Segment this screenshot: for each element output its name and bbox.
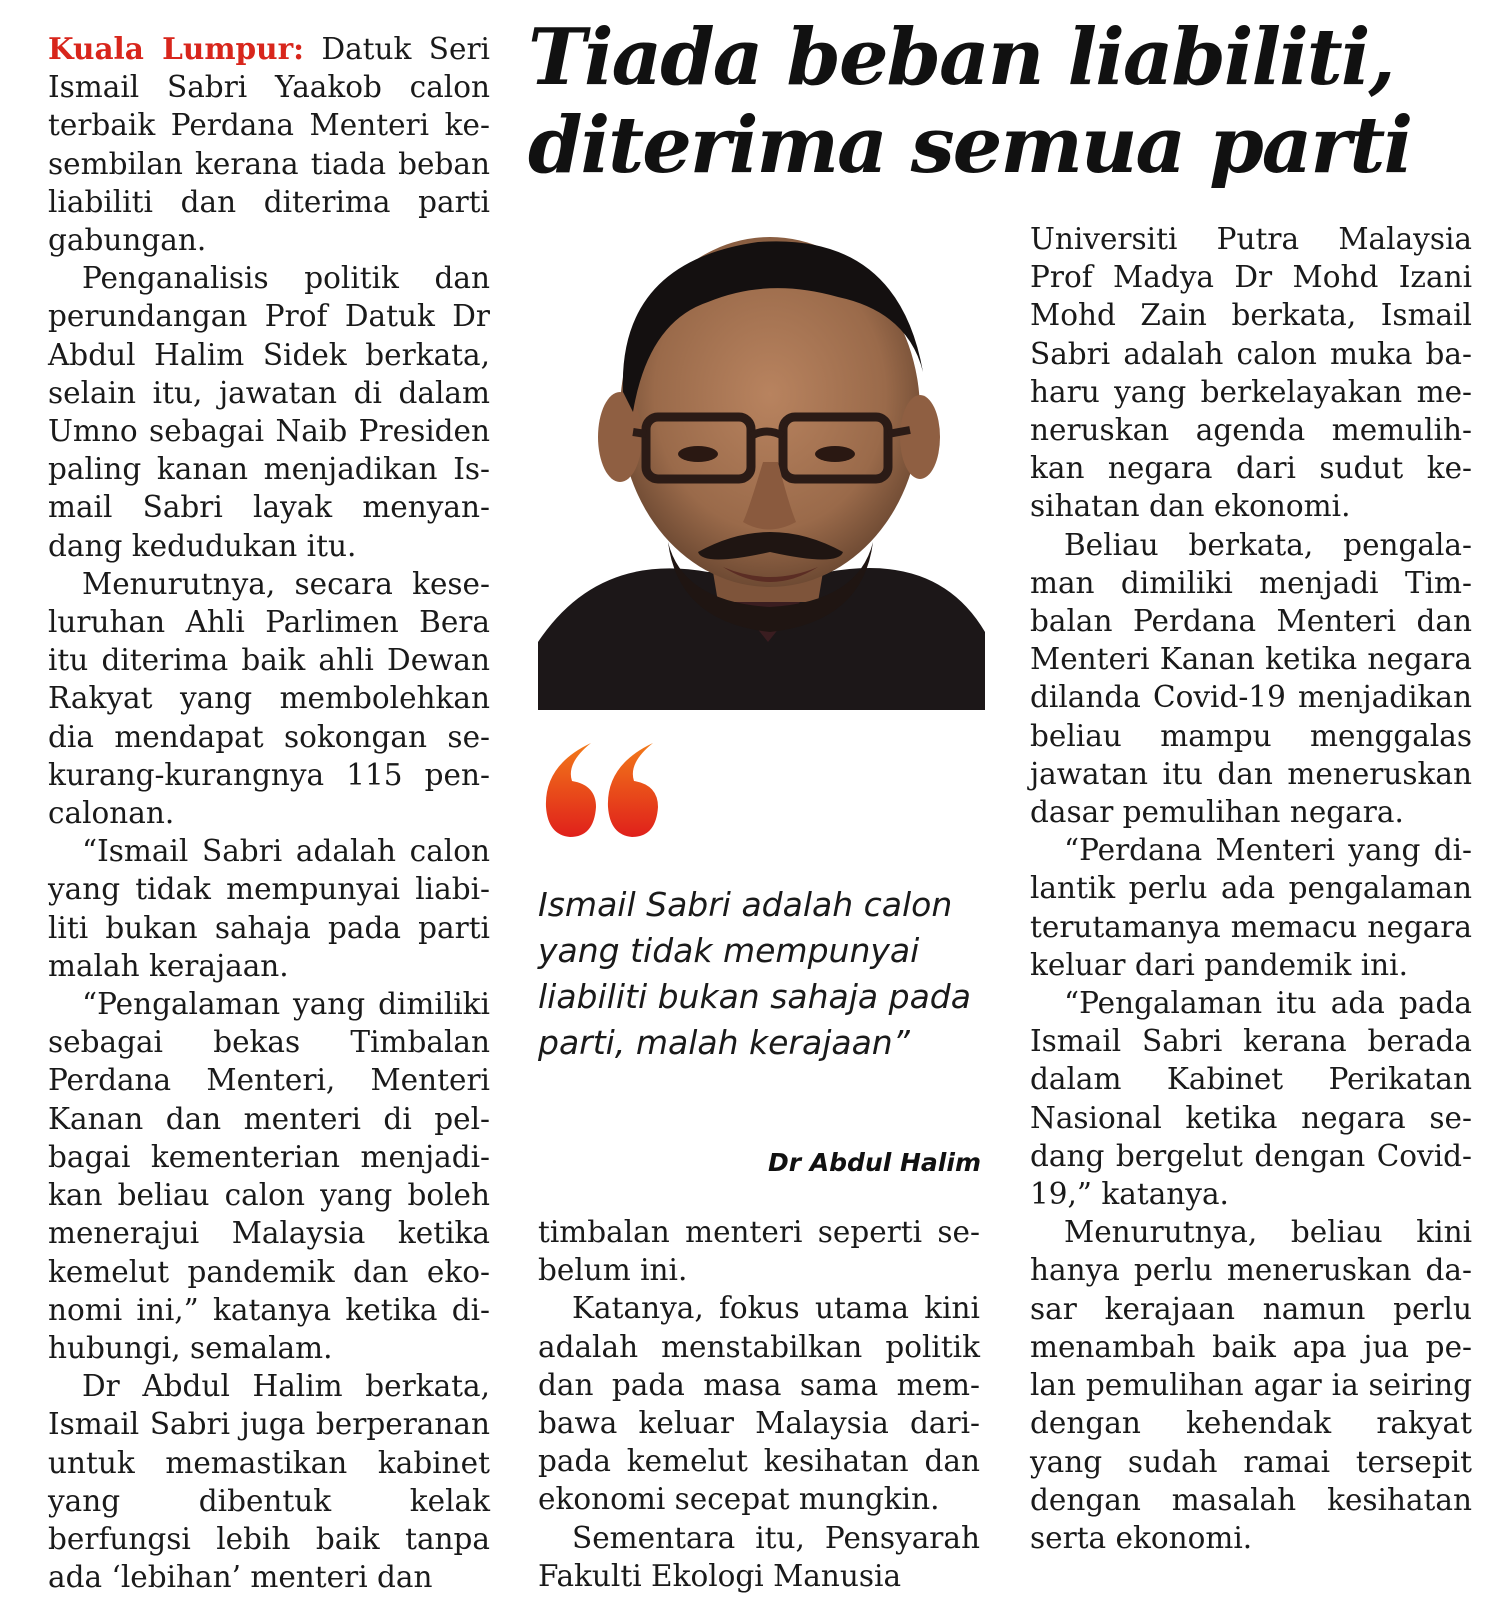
paragraph-text: Datuk Seri Ismail Sabri Yaakob calon terbaik Perdana Menteri kesembilan kerana tiada beban liabiliti dan diterima parti gabungan. (48, 32, 490, 258)
headline-line-2: diterima semua parti (528, 100, 1412, 191)
quote-mark-icon (536, 735, 676, 845)
pull-quote-attribution: Dr Abdul Halim (768, 1148, 981, 1177)
paragraph: Beliau berkata, pengalaman dimiliki menjadi Timbalan Perdana Menteri dan Menteri Kanan ketika negara dilanda Covid-19 menjadikan beliau mampu menggalas jawatan itu dan meneruskan dasar pemulihan negara. (1030, 527, 1472, 830)
portrait-illustration (538, 222, 985, 710)
paragraph: Katanya, fokus utama kini adalah menstabilkan politik dan pada masa sama membawa keluar Malaysia daripada kemelut kesihatan dan ekonomi secepat mungkin. (538, 1291, 980, 1517)
paragraph: Menurutnya, secara keseluruhan Ahli Parlimen Bera itu diterima baik ahli Dewan Rakyat yang membolehkan dia mendapat sokongan sekurang-kurangnya 115 pencalonan. (48, 566, 490, 831)
paragraph: Dr Abdul Halim berkata, Ismail Sabri juga berperanan untuk memastikan kabinet yang dibentuk kelak berfungsi lebih baik tanpa ada ‘lebihan’ menteri dan (48, 1369, 490, 1595)
paragraph: timbalan menteri seperti sebelum ini. (538, 1215, 980, 1288)
paragraph: Menurutnya, beliau kini hanya perlu meneruskan dasar kerajaan namun perlu menambah baik apa jua pelan pemulihan agar ia seiring dengan kehendak rakyat yang sudah ramai tersepit dengan masalah kesihatan serta ekonomi. (1030, 1215, 1472, 1555)
headline-line-1: Tiada beban liabiliti, (528, 12, 1394, 103)
paragraph (48, 30, 490, 259)
portrait-photo (538, 222, 985, 710)
paragraph: “Ismail Sabri adalah calon yang tidak mempunyai liabiliti bukan sahaja pada parti malah kerajaan. (48, 834, 490, 983)
paragraph: “Pengalaman itu ada pada Ismail Sabri kerana berada dalam Kabinet Perikatan Nasional ketika negara sedang bergelut dengan Covid-19,” katanya. (1030, 986, 1472, 1212)
dateline: Kuala Lumpur: (48, 31, 305, 66)
paragraph: Sementara itu, Pensyarah Fakulti Ekologi Manusia (538, 1520, 980, 1593)
article-column-right (1030, 220, 1472, 1557)
paragraph: “Pengalaman yang dimiliki sebagai bekas Timbalan Perdana Menteri, Menteri Kanan dan menteri di pelbagai kementerian menjadikan beliau calon yang boleh menerajui Malaysia ketika kemelut pandemik dan ekonomi ini,” katanya ketika dihubungi, semalam. (48, 987, 490, 1365)
article-column-left (48, 30, 490, 1596)
paragraph: “Perdana Menteri yang dilantik perlu ada pengalaman terutamanya memacu negara keluar dari pandemik ini. (1030, 833, 1472, 982)
article-headline (528, 14, 1488, 190)
paragraph: Universiti Putra Malaysia Prof Madya Dr Mohd Izani Mohd Zain berkata, Ismail Sabri adalah calon muka baharu yang berkelayakan meneruskan agenda memulihkan negara dari sudut kesihatan dan ekonomi. (1030, 222, 1472, 524)
pull-quote: Ismail Sabri adalah calon yang tidak mempunyai liabiliti bukan sahaja pada parti, malah kerajaan” (538, 885, 971, 1062)
article-column-middle (538, 1213, 980, 1595)
paragraph: Penganalisis politik dan perundangan Prof Datuk Dr Abdul Halim Sidek berkata, selain itu, jawatan di dalam Umno sebagai Naib Presiden paling kanan menjadikan Ismail Sabri layak menyandang kedudukan itu. (48, 261, 490, 563)
